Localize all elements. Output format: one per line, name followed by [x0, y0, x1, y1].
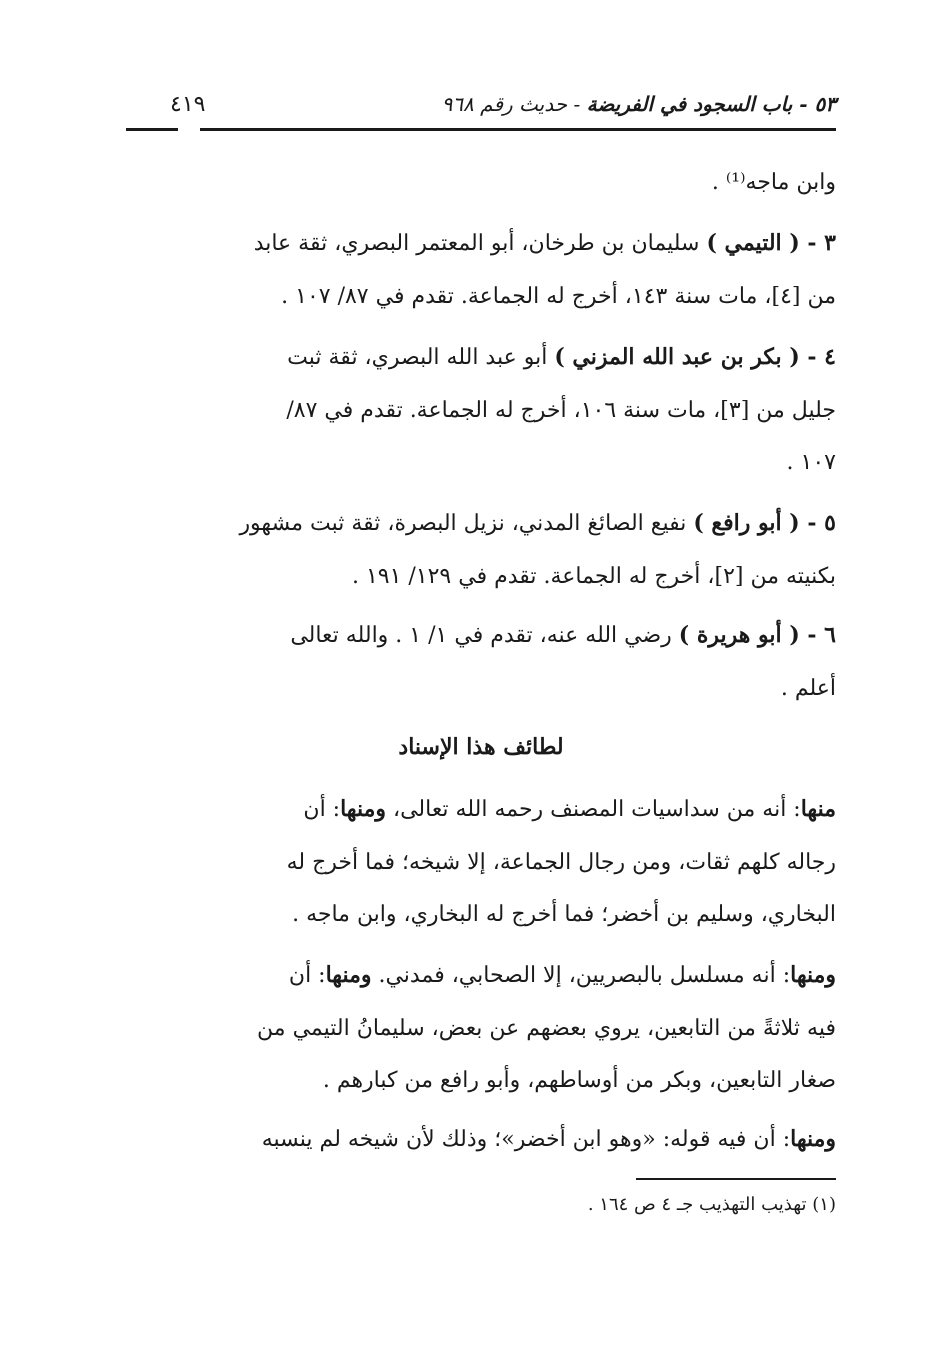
narrator-5-name: ٥ - ( أبو رافع ): [693, 510, 836, 536]
narrator-4-line-1: ٤ - ( بكر بن عبد الله المزني ) أبو عبد الله البصري، ثقة ثبت: [287, 344, 836, 370]
footnote: (١) تهذيب التهذيب جـ ٤ ص ١٦٤ .: [587, 1194, 836, 1215]
running-title-hadith: - حديث رقم ٩٦٨: [441, 92, 581, 116]
lataif-a-line-2: رجاله كلهم ثقات، ومن رجال الجماعة، إلا شيخه؛ فما أخرج له: [286, 850, 836, 875]
narrator-4-line-3: ١٠٧ .: [786, 450, 836, 475]
narrator-3-line-1: ٣ - ( التيمي ) سليمان بن طرخان، أبو المعتمر البصري، ثقة عابد: [253, 230, 836, 256]
narrator-5-line-2: بكنيته من [٢]، أخرج له الجماعة. تقدم في ١٢٩/ ١٩١ .: [351, 564, 836, 589]
narrator-6-line-1: ٦ - ( أبو هريرة ) رضي الله عنه، تقدم في ١/ ١ . والله تعالى: [290, 622, 836, 648]
paragraph-ibn-majah: وابن ماجه⁽¹⁾ .: [711, 170, 836, 195]
page-number: ٤١٩: [170, 92, 206, 117]
lataif-c-line-1: ومنها: أن فيه قوله: «وهو ابن أخضر»؛ وذلك لأن شيخه لم ينسبه: [261, 1126, 836, 1152]
footnote-rule: [636, 1178, 836, 1180]
narrator-4-name: ٤ - ( بكر بن عبد الله المزني ): [554, 344, 836, 370]
narrator-3-name: ٣ - ( التيمي ): [706, 230, 836, 256]
narrator-3-line-2: من [٤]، مات سنة ١٤٣، أخرج له الجماعة. تقدم في ٨٧/ ١٠٧ .: [281, 284, 836, 309]
lataif-a-line-3: البخاري، وسليم بن أخضر؛ فما أخرج له البخاري، وابن ماجه .: [292, 902, 836, 927]
body-text: [126, 0, 836, 1372]
narrator-6-line-2: أعلم .: [780, 676, 836, 701]
narrator-4-line-2: جليل من [٣]، مات سنة ١٠٦، أخرج له الجماعة. تقدم في ٨٧/: [286, 398, 836, 423]
section-heading: لطائف هذا الإسناد: [398, 734, 564, 760]
lataif-a-line-1: منها: أنه من سداسيات المصنف رحمه الله تعالى، ومنها: أن: [303, 796, 836, 822]
lataif-b-line-3: صغار التابعين، وبكر من أوساطهم، وأبو رافع من كبارهم .: [322, 1068, 836, 1093]
narrator-5-line-1: ٥ - ( أبو رافع ) نفيع الصائغ المدني، نزيل البصرة، ثقة ثبت مشهور: [239, 510, 836, 536]
narrator-6-name: ٦ - ( أبو هريرة ): [678, 622, 836, 648]
lataif-b-line-2: فيه ثلاثةً من التابعين، يروي بعضهم عن بعض، سليمانُ التيمي من: [257, 1016, 836, 1041]
lataif-b-line-1: ومنها: أنه مسلسل بالبصريين، إلا الصحابي، فمدني. ومنها: أن: [288, 962, 836, 988]
running-title-chapter: ٥٣ - باب السجود في الفريضة: [586, 92, 836, 116]
